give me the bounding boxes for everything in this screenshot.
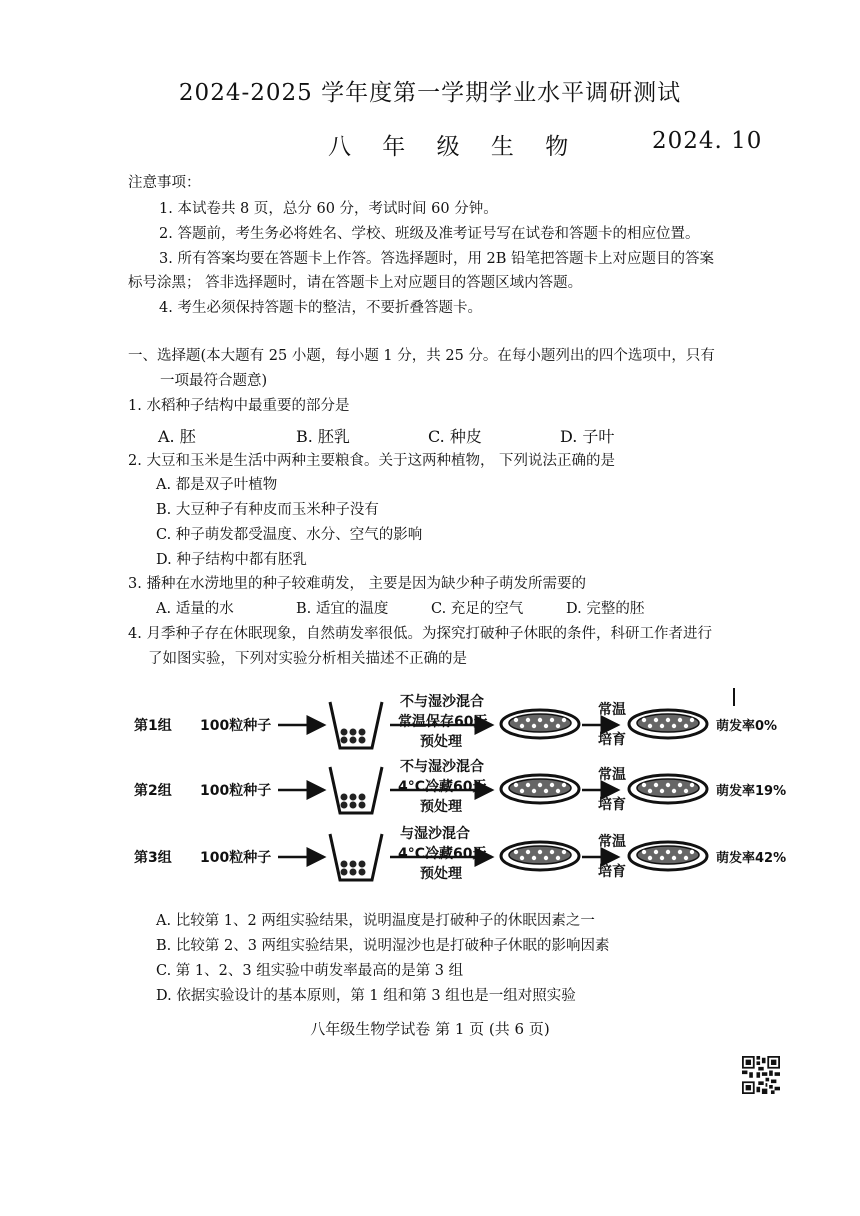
exam-subject: 八 年 级 生 物 [328, 134, 581, 160]
seed-dot [341, 861, 348, 868]
seed-dot [350, 802, 357, 809]
preprocess-label: 预处理 [420, 799, 462, 815]
seed-dot [514, 783, 518, 787]
page-footer: 八年级生物学试卷 第 1 页 (共 6 页) [310, 1020, 550, 1038]
question-stem: 3. 播种在水涝地里的种子较难萌发， 主要是因为缺少种子萌发所需要的 [128, 576, 587, 592]
seed-dot [690, 718, 694, 722]
treatment-label: 常温保存60天 [398, 714, 488, 730]
seed-dot [359, 737, 366, 744]
seed-dot [350, 737, 357, 744]
petri-dish-seeds [509, 846, 571, 864]
treatment-label: 不与湿沙混合 [400, 694, 484, 710]
option-d: D. 依据实验设计的基本原则，第 1 组和第 3 组也是一组对照实验 [156, 988, 576, 1004]
seed-dot [666, 783, 670, 787]
question-stem: 4. 月季种子存在休眠现象，自然萌发率很低。为探究打破种子休眠的条件，科研工作者进行 [128, 626, 712, 642]
seed-dot [642, 718, 646, 722]
option-a: A. 都是双子叶植物 [156, 477, 278, 493]
qr-code-icon [742, 1056, 780, 1094]
seed-dot [514, 718, 518, 722]
option-b: B. 比较第 2、3 两组实验结果，说明湿沙也是打破种子休眠的影响因素 [156, 938, 610, 954]
petri-dish-seeds [637, 779, 699, 797]
seed-dot [672, 724, 676, 728]
seed-dot [660, 856, 664, 860]
seed-dot [532, 789, 536, 793]
section-heading-cont: 一项最符合题意) [160, 373, 268, 389]
seed-dot [556, 856, 560, 860]
seed-dot [341, 737, 348, 744]
seed-dot [562, 850, 566, 854]
preprocess-label: 预处理 [420, 734, 462, 750]
option-b: B. 适宜的温度 [296, 601, 389, 617]
seed-dot [350, 794, 357, 801]
seed-dot [520, 724, 524, 728]
seed-dot [526, 783, 530, 787]
petri-dish-seeds [637, 846, 699, 864]
question-stem-cont: 了如图实验，下列对实验分析相关描述不正确的是 [148, 651, 467, 667]
petri-dish-seeds [637, 714, 699, 732]
notice-item: 标号涂黑； 答非选择题时，请在答题卡上对应题目的答题区域内答题。 [128, 275, 583, 291]
seed-count-label: 100粒种子 [200, 783, 272, 799]
exam-title: 2024-2025 学年度第一学期学业水平调研测试 [178, 80, 682, 106]
seed-dot [520, 789, 524, 793]
culture-label: 培育 [598, 732, 626, 748]
seed-dot [350, 861, 357, 868]
option-c: C. 种皮 [428, 427, 482, 446]
treatment-label: 不与湿沙混合 [400, 759, 484, 775]
seed-dot [672, 856, 676, 860]
seed-dot [359, 794, 366, 801]
seed-dot [544, 856, 548, 860]
seed-dot [678, 783, 682, 787]
seed-dot [556, 789, 560, 793]
seed-dot [684, 724, 688, 728]
seed-dot [660, 724, 664, 728]
notice-heading: 注意事项： [128, 175, 201, 191]
option-c: C. 第 1、2、3 组实验中萌发率最高的是第 3 组 [156, 963, 464, 979]
seed-dot [666, 718, 670, 722]
option-d: D. 种子结构中都有胚乳 [156, 552, 307, 568]
seed-dot [359, 861, 366, 868]
seed-dot [526, 850, 530, 854]
seed-dot [341, 802, 348, 809]
question-stem: 1. 水稻种子结构中最重要的部分是 [128, 398, 350, 414]
culture-label: 常温 [598, 767, 626, 783]
section-heading: 一、选择题(本大题有 25 小题，每小题 1 分，共 25 分。在每小题列出的四个选项中，只有 [128, 348, 715, 364]
seed-dot [350, 729, 357, 736]
culture-label: 培育 [598, 797, 626, 813]
option-a: A. 适量的水 [156, 601, 234, 617]
seed-dot [654, 783, 658, 787]
seed-dot [550, 718, 554, 722]
option-c: C. 种子萌发都受温度、水分、空气的影响 [156, 527, 423, 543]
seed-count-label: 100粒种子 [200, 850, 272, 866]
option-b: B. 大豆种子有种皮而玉米种子没有 [156, 502, 379, 518]
seed-dot [690, 783, 694, 787]
seed-dot [341, 869, 348, 876]
seed-dot [654, 718, 658, 722]
treatment-label: 4°C冷藏60天 [398, 779, 487, 795]
germination-rate: 萌发率42% [716, 851, 787, 866]
seed-dot [654, 850, 658, 854]
seed-dot [648, 789, 652, 793]
seed-dot [544, 724, 548, 728]
seed-dot [684, 856, 688, 860]
notice-item: 1. 本试卷共 8 页，总分 60 分，考试时间 60 分钟。 [159, 201, 498, 217]
petri-dish-seeds [509, 714, 571, 732]
seed-dot [550, 783, 554, 787]
seed-dot [672, 789, 676, 793]
culture-label: 常温 [598, 702, 626, 718]
germination-rate: 萌发率19% [716, 784, 787, 799]
seed-dot [544, 789, 548, 793]
seed-dot [666, 850, 670, 854]
group-label: 第3组 [134, 850, 172, 866]
petri-dish-seeds [509, 779, 571, 797]
seed-dot [660, 789, 664, 793]
seed-dot [538, 718, 542, 722]
seed-dot [648, 724, 652, 728]
seed-dot [520, 856, 524, 860]
seed-dot [359, 802, 366, 809]
seed-dot [359, 869, 366, 876]
seed-dot [678, 718, 682, 722]
notice-item: 4. 考生必须保持答题卡的整洁，不要折叠答题卡。 [159, 300, 482, 316]
treatment-label: 4°C冷藏60天 [398, 846, 487, 862]
germination-rate: 萌发率0% [716, 719, 778, 734]
experiment-figure [128, 684, 787, 896]
option-c: C. 充足的空气 [431, 601, 524, 617]
option-d: D. 完整的胚 [566, 601, 645, 617]
seed-dot [532, 724, 536, 728]
seed-dot [514, 850, 518, 854]
seed-dot [642, 783, 646, 787]
seed-dot [341, 729, 348, 736]
exam-date: 2024. 10 [652, 128, 763, 154]
group-label: 第2组 [134, 783, 172, 799]
seed-dot [359, 729, 366, 736]
preprocess-label: 预处理 [420, 866, 462, 882]
option-b: B. 胚乳 [296, 427, 350, 446]
option-d: D. 子叶 [560, 427, 615, 446]
seed-dot [562, 718, 566, 722]
option-a: A. 胚 [158, 427, 196, 446]
option-a: A. 比较第 1、2 两组实验结果，说明温度是打破种子的休眠因素之一 [156, 913, 595, 929]
culture-label: 常温 [598, 834, 626, 850]
treatment-label: 与湿沙混合 [400, 826, 470, 842]
notice-item: 2. 答题前，考生务必将姓名、学校、班级及准考证号写在试卷和答题卡的相应位置。 [159, 226, 700, 242]
notice-item: 3. 所有答案均要在答题卡上作答。答选择题时，用 2B 铅笔把答题卡上对应题目的答案 [159, 251, 715, 267]
seed-dot [684, 789, 688, 793]
seed-dot [690, 850, 694, 854]
seed-dot [642, 850, 646, 854]
seed-dot [526, 718, 530, 722]
culture-label: 培育 [598, 864, 626, 880]
group-label: 第1组 [134, 718, 172, 734]
seed-dot [550, 850, 554, 854]
seed-dot [538, 850, 542, 854]
seed-dot [538, 783, 542, 787]
seed-dot [562, 783, 566, 787]
seed-dot [648, 856, 652, 860]
seed-dot [532, 856, 536, 860]
seed-count-label: 100粒种子 [200, 718, 272, 734]
seed-dot [678, 850, 682, 854]
seed-dot [341, 794, 348, 801]
question-stem: 2. 大豆和玉米是生活中两种主要粮食。关于这两种植物， 下列说法正确的是 [128, 453, 616, 469]
seed-dot [556, 724, 560, 728]
seed-dot [350, 869, 357, 876]
